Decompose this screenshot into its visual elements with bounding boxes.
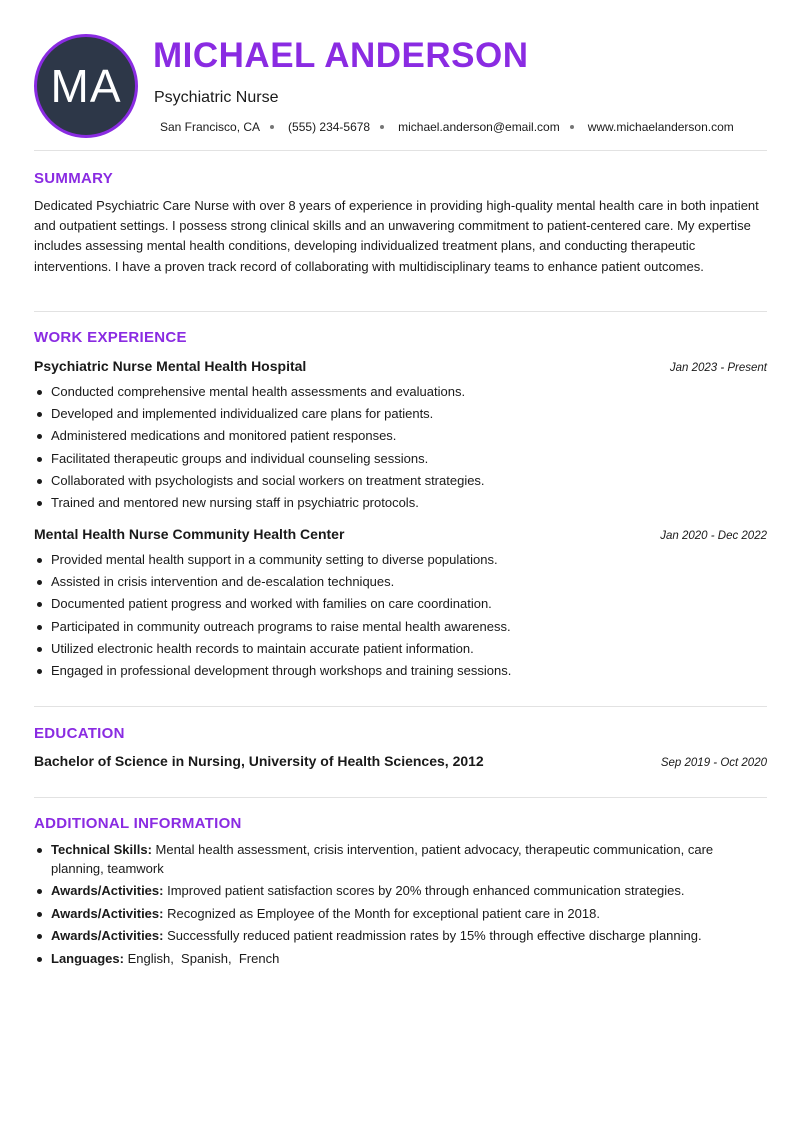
divider <box>34 706 767 707</box>
list-item <box>34 841 767 878</box>
job-bullets <box>34 549 767 682</box>
contact-bar <box>160 120 734 134</box>
item-text: Improved patient satisfaction scores by 20% through enhanced communication strategies. <box>163 883 685 898</box>
education-heading: EDUCATION <box>34 725 125 742</box>
list-item: Administered medications and monitored patient responses. <box>34 425 767 447</box>
summary-heading: SUMMARY <box>34 170 114 187</box>
experience-heading: WORK EXPERIENCE <box>34 329 187 346</box>
separator-dot <box>570 125 574 129</box>
job-title: Mental Health Nurse Community Health Center <box>34 526 345 542</box>
education-entry <box>34 753 767 769</box>
job-title: Psychiatric Nurse Mental Health Hospital <box>34 358 307 374</box>
item-text: Mental health assessment, crisis intervention, patient advocacy, therapeutic communication, care planning, teamwork <box>51 842 714 876</box>
avatar <box>34 34 138 138</box>
contact-website[interactable]: www.michaelanderson.com <box>587 120 734 134</box>
additional-info-list <box>34 841 767 972</box>
list-item <box>34 927 767 946</box>
summary-text: Dedicated Psychiatric Care Nurse with over 8 years of experience in providing high-quality mental health care in both inpatient and outpatient settings. I possess strong clinical skills and an unwavering commitment to patient-centered care. My expertise includes assessing mental health conditions, developing individualized treatment plans, and conducting therapeutic interventions. I have a proven track record of collaborating with multidisciplinary teams to enhance patient outcomes. <box>34 198 759 274</box>
job-date: Jan 2020 - Dec 2022 <box>660 530 767 542</box>
additional-info-heading: ADDITIONAL INFORMATION <box>34 815 242 832</box>
separator-dot <box>270 125 274 129</box>
item-text: English, Spanish, French <box>123 950 280 966</box>
item-label: Awards/Activities: <box>51 928 164 943</box>
list-item <box>34 905 767 924</box>
candidate-name: MICHAEL ANDERSON <box>153 36 529 75</box>
item-text: Recognized as Employee of the Month for exceptional patient care in 2018. <box>163 905 600 921</box>
job-date: Jan 2023 - Present <box>669 362 767 374</box>
list-item: Trained and mentored new nursing staff in psychiatric protocols. <box>34 492 767 514</box>
list-item: Engaged in professional development through workshops and training sessions. <box>34 660 767 682</box>
contact-location: San Francisco, CA <box>160 120 261 134</box>
list-item <box>34 882 767 901</box>
item-label: Technical Skills: <box>51 842 152 857</box>
item-label: Languages: <box>51 950 124 966</box>
avatar-initials: MA <box>50 60 122 112</box>
contact-email[interactable]: michael.anderson@email.com <box>398 120 560 134</box>
list-item: Developed and implemented individualized care plans for patients. <box>34 403 767 425</box>
list-item: Facilitated therapeutic groups and individual counseling sessions. <box>34 448 767 470</box>
job-header <box>34 358 767 374</box>
divider <box>34 797 767 798</box>
list-item: Participated in community outreach programs to raise mental health awareness. <box>34 616 767 638</box>
job-header <box>34 526 767 542</box>
list-item: Utilized electronic health records to maintain accurate patient information. <box>34 638 767 660</box>
item-text: Successfully reduced patient readmission rates by 15% through effective discharge planning. <box>163 928 702 943</box>
list-item: Assisted in crisis intervention and de-escalation techniques. <box>34 571 767 593</box>
education-date: Sep 2019 - Oct 2020 <box>660 757 767 769</box>
list-item: Documented patient progress and worked with families on care coordination. <box>34 593 767 615</box>
list-item: Provided mental health support in a community setting to diverse populations. <box>34 549 767 571</box>
education-degree: Bachelor of Science in Nursing, University of Health Sciences, 2012 <box>34 753 484 769</box>
item-label: Awards/Activities: <box>51 883 164 898</box>
list-item: Collaborated with psychologists and social workers on treatment strategies. <box>34 470 767 492</box>
contact-phone: (555) 234-5678 <box>288 120 371 134</box>
divider <box>34 150 767 151</box>
list-item <box>34 950 767 969</box>
job-role: Psychiatric Nurse <box>154 89 279 106</box>
job-bullets <box>34 381 767 514</box>
item-label: Awards/Activities: <box>51 905 164 921</box>
list-item: Conducted comprehensive mental health assessments and evaluations. <box>34 381 767 403</box>
separator-dot <box>380 125 384 129</box>
divider <box>34 311 767 312</box>
